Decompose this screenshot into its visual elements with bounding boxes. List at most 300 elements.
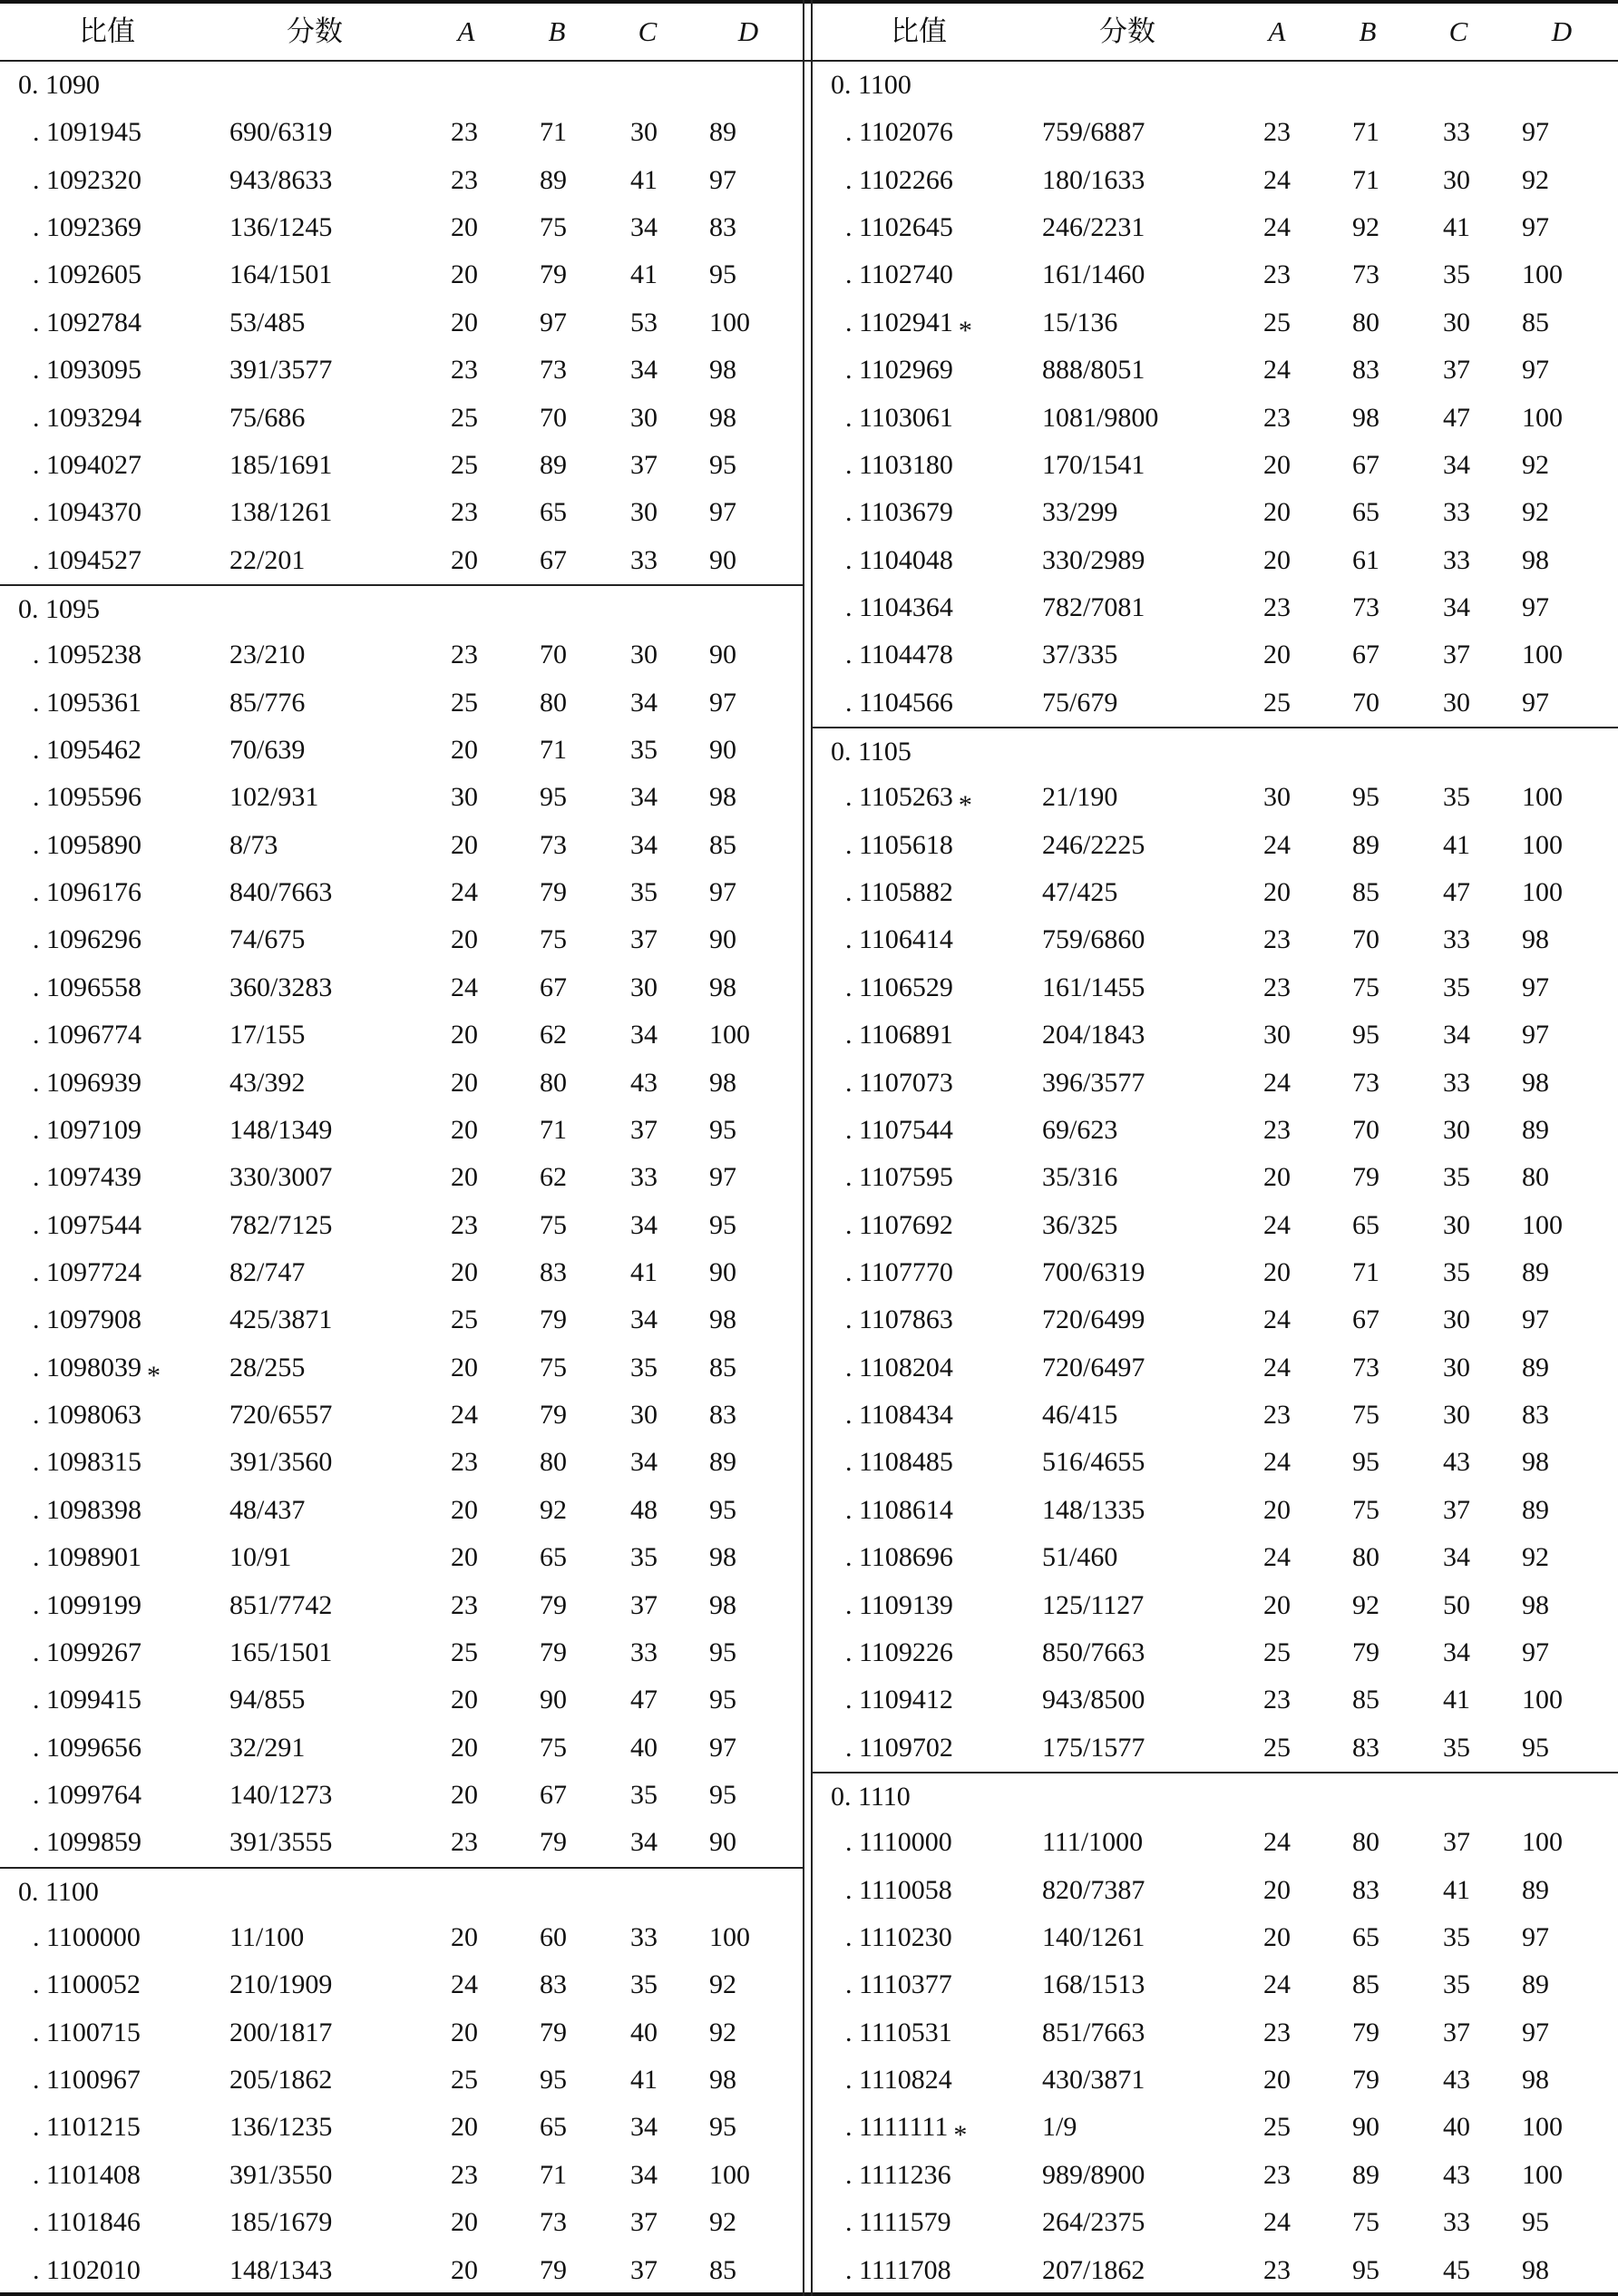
fraction-cell-text: 148/1335 [1042, 1494, 1145, 1525]
d-cell-text: 98 [709, 782, 736, 813]
c-cell-text: 30 [630, 640, 658, 670]
d-cell [1522, 1353, 1549, 1383]
c-cell-text: 30 [1443, 164, 1470, 195]
b-cell-text: 79 [1352, 2017, 1379, 2047]
fraction-cell [229, 2018, 332, 2048]
d-cell-text: 85 [1522, 307, 1549, 337]
d-cell [1522, 2018, 1549, 2048]
table-row [0, 1676, 804, 1724]
d-cell [1522, 2207, 1549, 2238]
d-cell [709, 259, 736, 290]
fraction-cell-text: 391/3555 [229, 1827, 333, 1858]
c-cell [630, 1922, 658, 1953]
d-cell-text: 95 [709, 1779, 736, 1810]
fraction-cell [1042, 2160, 1145, 2191]
d-cell [709, 924, 736, 955]
d-cell-text: 98 [709, 1589, 736, 1620]
d-cell-text: 90 [709, 1256, 736, 1287]
fraction-cell-text: 185/1691 [229, 449, 333, 480]
c-cell-text: 40 [630, 1732, 658, 1763]
d-cell-text: 89 [709, 1447, 736, 1478]
fraction-cell-text: 148/1343 [229, 2254, 333, 2285]
table-row [813, 109, 1618, 156]
c-cell-text: 33 [630, 1922, 658, 1953]
b-cell-text: 95 [1352, 2254, 1379, 2285]
ratio-cell [845, 1637, 953, 1668]
d-cell-text: 100 [709, 1922, 750, 1953]
b-cell [1352, 1210, 1379, 1241]
a-cell [1263, 1210, 1291, 1241]
ratio-cell [33, 1068, 141, 1099]
fraction-cell-text: 330/2989 [1042, 544, 1145, 575]
fraction-cell [229, 1257, 305, 1288]
header-d: D [1551, 15, 1573, 47]
d-cell [709, 1020, 750, 1050]
d-cell [1522, 450, 1549, 481]
a-cell-text: 23 [1263, 1114, 1291, 1145]
fraction-cell [229, 640, 305, 670]
a-cell [1263, 1542, 1291, 1573]
a-cell-text: 24 [1263, 355, 1291, 386]
table-row [813, 631, 1618, 679]
a-cell [1263, 1020, 1291, 1050]
asterisk-mark: * [953, 2120, 968, 2151]
a-cell-text: 20 [1263, 1162, 1291, 1193]
b-cell-text: 79 [540, 1827, 567, 1858]
fraction-cell-text: 164/1501 [229, 259, 333, 290]
fraction-cell-text: 75/679 [1042, 687, 1118, 718]
fraction-cell-text: 136/1235 [229, 2112, 333, 2143]
c-cell [1443, 1733, 1470, 1764]
a-cell [1263, 2112, 1291, 2143]
d-cell-text: 98 [709, 2065, 736, 2096]
b-cell [1352, 1447, 1379, 1478]
d-cell-text: 90 [709, 640, 736, 670]
b-cell [1352, 2018, 1379, 2048]
table-row [0, 774, 804, 821]
c-cell-text: 34 [1443, 1637, 1470, 1667]
a-cell-text: 24 [1263, 212, 1291, 243]
d-cell-text: 97 [709, 687, 736, 718]
ratio-cell [33, 117, 141, 148]
b-cell-text: 71 [540, 735, 567, 766]
d-cell-text: 92 [1522, 449, 1549, 480]
header-ratio: 比值 [79, 15, 135, 47]
d-cell [1522, 1400, 1549, 1431]
fraction-cell [1042, 924, 1145, 955]
d-cell [1522, 1542, 1549, 1573]
c-cell [630, 1068, 658, 1099]
table-row [813, 1154, 1618, 1201]
c-cell [630, 735, 658, 766]
b-cell-text: 67 [1352, 449, 1379, 480]
a-cell-text: 20 [1263, 544, 1291, 575]
b-cell-text: 92 [1352, 212, 1379, 243]
a-cell-text: 25 [451, 2065, 478, 2096]
b-cell-text: 95 [1352, 1447, 1379, 1478]
a-cell [1263, 308, 1291, 338]
a-cell-text: 20 [451, 1162, 478, 1193]
c-cell-text: 33 [1443, 544, 1470, 575]
d-cell-text: 83 [1522, 1400, 1549, 1431]
d-cell [709, 117, 736, 148]
ratio-cell [845, 1733, 953, 1764]
table-row [0, 1629, 804, 1676]
a-cell [451, 1020, 478, 1050]
c-cell-text: 30 [630, 1400, 658, 1431]
b-cell [1352, 497, 1379, 528]
c-cell [1443, 1969, 1470, 2000]
fraction-cell-text: 943/8500 [1042, 1685, 1145, 1715]
c-cell-text: 45 [1443, 2254, 1470, 2285]
b-cell [540, 1304, 567, 1335]
fraction-cell [1042, 1162, 1117, 1193]
ratio-cell-text: . 1109702 [845, 1732, 953, 1763]
ratio-cell-text: . 1107595 [845, 1162, 953, 1193]
b-cell-text: 95 [1352, 782, 1379, 813]
table-row [813, 1676, 1618, 1724]
c-cell-text: 37 [1443, 355, 1470, 386]
c-cell [1443, 1210, 1470, 1241]
c-cell [1443, 403, 1470, 434]
table-row [0, 2152, 804, 2199]
b-cell-text: 65 [1352, 1209, 1379, 1240]
fraction-cell [1042, 972, 1145, 1003]
fraction-cell [229, 877, 332, 908]
d-cell [709, 1115, 736, 1146]
ratio-cell [845, 1447, 953, 1478]
b-cell-text: 71 [540, 117, 567, 148]
b-cell-text: 90 [1352, 2112, 1379, 2143]
c-cell [1443, 688, 1470, 718]
a-cell [451, 1304, 478, 1335]
ratio-cell-text: . 1109412 [845, 1685, 953, 1715]
ratio-cell-text: . 1095462 [33, 735, 141, 766]
c-cell-text: 37 [1443, 1494, 1470, 1525]
group-row [0, 584, 804, 631]
a-cell-text: 25 [451, 1637, 478, 1667]
fraction-cell-text: 148/1349 [229, 1114, 333, 1145]
c-cell [1443, 1495, 1470, 1526]
c-cell [1443, 2112, 1470, 2143]
fraction-cell [229, 259, 332, 290]
c-cell [630, 782, 658, 813]
d-cell-text: 97 [1522, 212, 1549, 243]
c-cell [630, 877, 658, 908]
c-cell [630, 2112, 658, 2143]
fraction-cell [1042, 640, 1117, 670]
d-cell-text: 98 [1522, 544, 1549, 575]
table-row [0, 204, 804, 251]
c-cell [1443, 924, 1470, 955]
table-row [813, 2009, 1618, 2057]
d-cell-text: 89 [1522, 1114, 1549, 1145]
d-cell [709, 1733, 736, 1764]
fraction-cell-text: 759/6887 [1042, 117, 1145, 148]
fraction-cell [229, 308, 305, 338]
b-cell-text: 70 [1352, 924, 1379, 955]
a-cell-text: 20 [451, 1352, 478, 1382]
fraction-cell-text: 10/91 [229, 1542, 292, 1573]
b-cell-text: 95 [540, 782, 567, 813]
b-cell-text: 79 [540, 2254, 567, 2285]
d-cell [1522, 2065, 1549, 2096]
c-cell [630, 1685, 658, 1715]
d-cell [1522, 972, 1549, 1003]
fraction-cell [1042, 1353, 1145, 1383]
group-row [813, 1772, 1618, 1819]
ratio-cell-text: . 1095596 [33, 782, 141, 813]
b-cell-text: 89 [540, 449, 567, 480]
d-cell-text: 89 [1522, 1256, 1549, 1287]
d-cell [1522, 877, 1563, 908]
d-cell [1522, 924, 1549, 955]
c-cell [1443, 1875, 1470, 1906]
d-cell [709, 1162, 736, 1193]
left-panel [0, 0, 804, 2296]
b-cell-text: 73 [540, 829, 567, 860]
b-cell [540, 1115, 567, 1146]
ratio-cell-text: . 1109139 [845, 1589, 953, 1620]
b-cell [1352, 1020, 1379, 1050]
fraction-cell [1042, 1020, 1145, 1050]
a-cell [1263, 545, 1291, 576]
c-cell-text: 41 [1443, 212, 1470, 243]
ratio-cell [33, 2255, 141, 2286]
ratio-cell [845, 1827, 952, 1858]
table-row [0, 157, 804, 204]
ratio-cell-text: . 1102645 [845, 212, 953, 243]
d-cell-text: 100 [709, 2159, 750, 2190]
table-row [813, 157, 1618, 204]
table-row [813, 1011, 1618, 1059]
table-row [0, 1011, 804, 1059]
table-row [813, 1439, 1618, 1486]
c-cell-text: 30 [630, 497, 658, 528]
a-cell [1263, 688, 1291, 718]
b-cell-text: 79 [1352, 1162, 1379, 1193]
b-cell [540, 1353, 567, 1383]
ratio-cell [845, 2255, 951, 2286]
d-cell [1522, 1210, 1563, 1241]
ratio-cell-text: . 1095238 [33, 640, 141, 670]
a-cell-text: 23 [451, 164, 478, 195]
table-row [0, 2104, 804, 2151]
d-cell [709, 1353, 736, 1383]
a-cell [451, 2207, 478, 2238]
table-row [0, 1914, 804, 1961]
c-cell [1443, 2065, 1470, 2096]
c-cell-text: 33 [630, 544, 658, 575]
d-cell [709, 1637, 736, 1668]
a-cell [451, 1685, 478, 1715]
d-cell-text: 100 [1522, 1827, 1563, 1858]
b-cell [540, 2160, 567, 2191]
c-cell [1443, 592, 1470, 623]
a-cell-text: 20 [1263, 449, 1291, 480]
fraction-cell-text: 36/325 [1042, 1209, 1118, 1240]
d-cell [1522, 117, 1549, 148]
d-cell-text: 95 [709, 259, 736, 290]
b-cell [540, 1922, 567, 1953]
c-cell [1443, 782, 1470, 813]
fraction-cell-text: 207/1862 [1042, 2254, 1145, 2285]
c-cell-text: 35 [630, 877, 658, 908]
c-cell [1443, 1685, 1470, 1715]
table-row [813, 1629, 1618, 1676]
ratio-cell-text: . 1111111 [845, 2112, 949, 2143]
fraction-cell [1042, 117, 1145, 148]
fraction-cell [229, 497, 332, 528]
b-cell [1352, 1495, 1379, 1526]
ratio-cell [33, 1020, 141, 1050]
a-cell-text: 23 [451, 2159, 478, 2190]
b-cell-text: 67 [540, 544, 567, 575]
d-cell [709, 2207, 736, 2238]
d-cell-text: 83 [709, 212, 736, 243]
ratio-cell-text: . 1099764 [33, 1779, 141, 1810]
table-row [0, 727, 804, 774]
c-cell [1443, 2160, 1470, 2191]
a-cell-text: 23 [1263, 1400, 1291, 1431]
b-cell [540, 2207, 567, 2238]
group-label: 0. 1100 [18, 1876, 99, 1907]
b-cell-text: 75 [540, 924, 567, 955]
fraction-cell [229, 1590, 332, 1621]
d-cell [709, 1969, 736, 2000]
a-cell-text: 20 [451, 2254, 478, 2285]
b-cell [1352, 2065, 1379, 2096]
table-row [0, 1060, 804, 1107]
table-row [813, 1249, 1618, 1296]
a-cell-text: 23 [451, 1209, 478, 1240]
fraction-cell [229, 1969, 332, 2000]
b-cell [540, 640, 567, 670]
c-cell [630, 1637, 658, 1668]
header-fraction: 分数 [1099, 15, 1155, 47]
d-cell [709, 640, 736, 670]
header-c: C [1448, 15, 1468, 47]
d-cell-text: 97 [1522, 355, 1549, 386]
d-cell [709, 1068, 736, 1099]
b-cell-text: 75 [1352, 2207, 1379, 2238]
fraction-cell-text: 425/3871 [229, 1304, 333, 1335]
b-cell-text: 95 [1352, 1020, 1379, 1050]
ratio-cell-text: . 1096774 [33, 1020, 141, 1050]
fraction-cell [229, 2112, 332, 2143]
b-cell [540, 1969, 567, 2000]
b-cell [540, 117, 567, 148]
a-cell [451, 1827, 478, 1858]
a-cell [1263, 165, 1291, 196]
a-cell-text: 20 [451, 924, 478, 955]
ratio-cell [33, 545, 141, 576]
c-cell [1443, 1590, 1470, 1621]
b-cell [1352, 212, 1379, 243]
d-cell [709, 1590, 736, 1621]
d-cell-text: 98 [1522, 2254, 1549, 2285]
b-cell [540, 877, 567, 908]
c-cell-text: 37 [1443, 1827, 1470, 1858]
b-cell [1352, 450, 1379, 481]
a-cell-text: 20 [451, 2017, 478, 2047]
table-row [0, 2009, 804, 2057]
table-row [813, 1961, 1618, 2008]
b-cell-text: 75 [1352, 1494, 1379, 1525]
table-row [813, 1724, 1618, 1772]
ratio-cell-text: . 1099199 [33, 1589, 141, 1620]
c-cell-text: 34 [630, 2112, 658, 2143]
fraction-cell-text: 840/7663 [229, 877, 333, 908]
ratio-cell [845, 1353, 953, 1383]
group-row [0, 1867, 804, 1914]
c-cell-text: 41 [630, 1256, 658, 1287]
ratio-cell-text: . 1110531 [845, 2017, 952, 2047]
ratio-cell-text: . 1102969 [845, 355, 953, 386]
a-cell [451, 2112, 478, 2143]
b-cell-text: 73 [1352, 259, 1379, 290]
b-cell [1352, 403, 1379, 434]
a-cell-text: 20 [451, 2112, 478, 2143]
b-cell [540, 972, 567, 1003]
c-cell [1443, 1400, 1470, 1431]
b-cell [1352, 1969, 1379, 2000]
a-cell-text: 23 [1263, 2254, 1291, 2285]
a-cell [451, 688, 478, 718]
fraction-cell-text: 51/460 [1042, 1542, 1118, 1573]
a-cell [1263, 1353, 1291, 1383]
ratio-cell [33, 403, 141, 434]
fraction-cell [1042, 1969, 1145, 2000]
c-cell-text: 34 [1443, 449, 1470, 480]
c-cell [630, 1400, 658, 1431]
b-cell [1352, 1590, 1379, 1621]
ratio-cell [33, 2065, 141, 2096]
ratio-cell-text: . 1093095 [33, 355, 141, 386]
b-cell [540, 1827, 567, 1858]
fraction-cell-text: 75/686 [229, 402, 306, 433]
fraction-cell [1042, 355, 1145, 386]
fraction-cell-text: 32/291 [229, 1732, 306, 1763]
b-cell-text: 92 [540, 1494, 567, 1525]
a-cell [451, 830, 478, 861]
fraction-cell [1042, 1637, 1145, 1668]
a-cell-text: 20 [1263, 2065, 1291, 2096]
a-cell-text: 23 [1263, 924, 1291, 955]
b-cell [1352, 1875, 1379, 1906]
ratio-cell-text: . 1103061 [845, 402, 953, 433]
fraction-cell [229, 1922, 304, 1953]
ratio-cell-text: . 1100052 [33, 1969, 141, 2000]
c-cell [1443, 972, 1470, 1003]
c-cell [630, 117, 658, 148]
a-cell [1263, 1162, 1291, 1193]
b-cell-text: 73 [1352, 1067, 1379, 1098]
table-row [0, 1961, 804, 2008]
table-row [813, 1534, 1618, 1581]
b-cell [1352, 2255, 1379, 2286]
c-cell [630, 1827, 658, 1858]
fraction-cell-text: 161/1455 [1042, 972, 1145, 1002]
ratio-cell [33, 2112, 141, 2143]
c-cell-text: 30 [1443, 307, 1470, 337]
d-cell-text: 90 [709, 1827, 736, 1858]
a-cell-text: 20 [1263, 1256, 1291, 1287]
ratio-cell [845, 2018, 952, 2048]
b-cell [540, 1020, 567, 1050]
c-cell-text: 34 [1443, 1020, 1470, 1050]
a-cell-text: 23 [1263, 591, 1291, 622]
